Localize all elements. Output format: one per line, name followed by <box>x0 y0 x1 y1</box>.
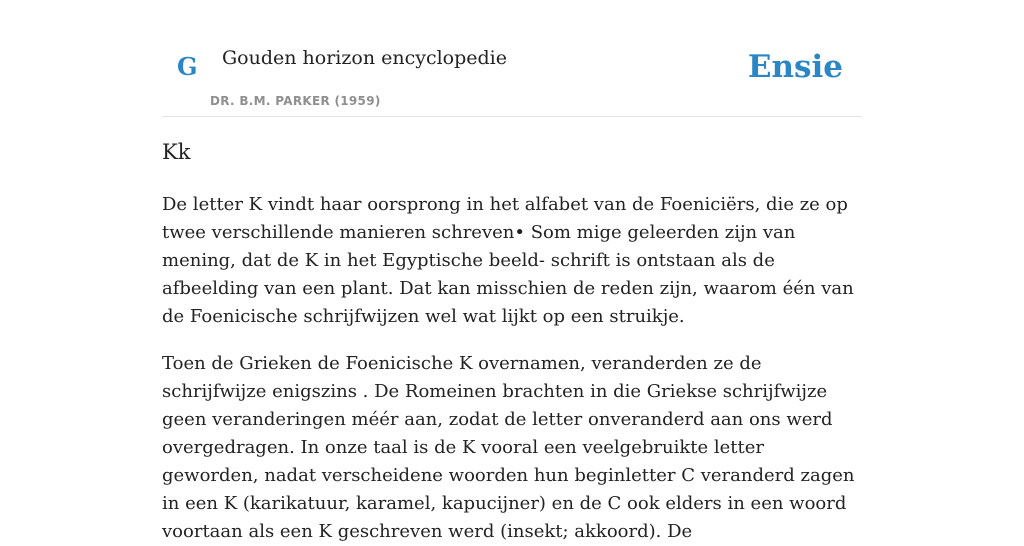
article-title: Kk <box>162 140 191 164</box>
source-header <box>162 0 862 117</box>
book-logo-icon: G <box>177 52 198 81</box>
article-paragraph: Toen de Grieken de Foenicische K overnamen, veranderden ze de schrijfwijze enigszins . De Romeinen brachten in die Griekse schrijfwijze geen veranderingen méér aan, zodat de letter onveranderd aan ons werd overgedragen. In onze taal is de K vooral een veelgebruikte letter geworden, nadat verscheidene woorden hun beginletter C veranderd zagen in een K (karikatuur, karamel, kapucijner) en de C ook elders in een woord voortaan als een K geschreven werd (insekt; akkoord). De <box>162 353 855 543</box>
article <box>162 140 862 546</box>
book-title-link[interactable]: Gouden horizon encyclopedie <box>222 47 507 69</box>
author-label: DR. B.M. PARKER (1959) <box>210 94 381 108</box>
article-paragraph: De letter K vindt haar oorsprong in het alfabet van de Foeniciërs, die ze op twee verschillende manieren schreven• Som mige geleerden zijn van mening, dat de K in het Egyptische beeld- schrift is ontstaan als de afbeelding van een plant. Dat kan misschien de reden zijn, waarom één van de Foenicische schrijfwijzen wel wat lijkt op een struikje. <box>162 194 854 328</box>
ensie-logo-link[interactable]: Ensie <box>747 49 843 85</box>
